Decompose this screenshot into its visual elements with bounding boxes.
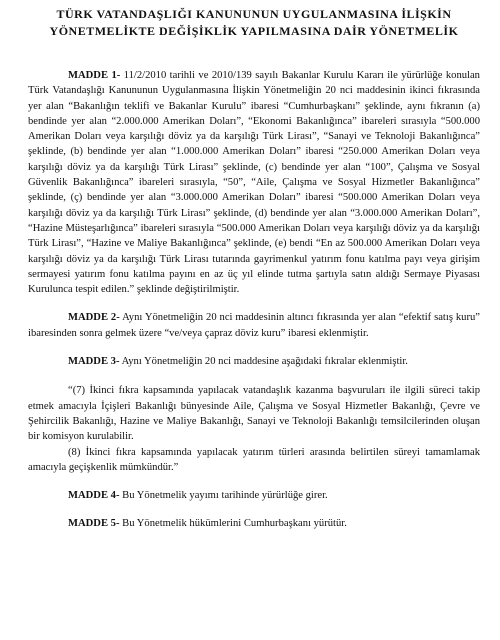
article-2: [28, 310, 480, 341]
paragraph-8: (8) İkinci fıkra kapsamında yapılacak yatırım türleri arasında belirtilen süreyi tamamlamak amacıyla geçişkenlik mümkündür.”: [28, 446, 480, 473]
article-1-label: MADDE 1-: [68, 70, 121, 81]
article-3-text: Aynı Yönetmeliğin 20 nci maddesine aşağıdaki fıkralar eklenmiştir.: [119, 356, 408, 368]
paragraph-7: “(7) İkinci fıkra kapsamında yapılacak vatandaşlık kazanma başvuruları ile ilgili süreci takip etmek amacıyla İçişleri Bakanlığı bünyesinde Aile, Çalışma ve Sosyal Hizmetler Bakanlığı, Çevre ve Şehircilik Bakanlığı, Hazine ve Maliye Bakanlığı, Sanayi ve Teknoloji Bakanlığı temsilcilerinden oluşan bir komisyon kurulabilir.: [28, 385, 480, 443]
article-5: [28, 516, 480, 531]
article-2-text: Aynı Yönetmeliğin 20 nci maddesinin altıncı fıkrasında yer alan “efektif satış kuru” ibaresinden sonra gelmek üzere “ve/veya çapraz döviz kuru” ibaresi eklenmiştir.: [28, 312, 480, 339]
article-2-label: MADDE 2-: [68, 312, 120, 324]
article-1: [28, 68, 480, 297]
article-3: [28, 354, 480, 369]
article-4-text: Bu Yönetmelik yayımı tarihinde yürürlüğe girer.: [119, 490, 328, 502]
article-5-text: Bu Yönetmelik hükümlerini Cumhurbaşkanı yürütür.: [119, 518, 347, 530]
article-4: [28, 488, 480, 503]
title-line-1: TÜRK VATANDAŞLIĞI KANUNUNUN UYGULANMASINA İLİŞKİN: [56, 7, 452, 21]
article-3-label: MADDE 3-: [68, 356, 120, 368]
article-5-label: MADDE 5-: [68, 518, 120, 530]
article-4-label: MADDE 4-: [68, 490, 120, 502]
title-line-2: YÖNETMELİKTE DEĞİŞİKLİK YAPILMASINA DAİR YÖNETMELİK: [49, 24, 459, 38]
document-title: [28, 6, 480, 40]
article-1-text: 11/2/2010 tarihli ve 2010/139 sayılı Bakanlar Kurulu Kararı ile yürürlüğe konulan Türk Vatandaşlığı Kanununun Uygulanmasına İlişkin Yönetmeliğin 20 nci maddesinin ikinci fıkrasında yer alan “Bakanlığın teklifi ve Bakanlar Kurulu” ibaresi “Cumhurbaşkanı” şeklinde, aynı fıkranın (a) bendinde yer alan “2.000.000 Amerikan Doları”, “Ekonomi Bakanlığınca” ibareleri sırasıyla “500.000 Amerikan Doları veya karşılığı döviz ya da karşılığı Türk Lirası”, “Sanayi ve Teknoloji Bakanlığınca” şeklinde, (b) bendinde yer alan “1.000.000 Amerikan Doları” ibaresi “250.000 Amerikan Doları veya karşılığı döviz ya da karşılığı Türk Lirası” şeklinde, (c) bendinde yer alan “100”, Çalışma ve Sosyal Güvenlik Bakanlığınca” ibareleri sırasıyla, “50”, “Aile, Çalışma ve Sosyal Hizmetler Bakanlığınca” şeklinde, (ç) bendinde yer alan “3.000.000 Amerikan Doları” ibaresi “500.000 Amerikan Doları veya karşılığı döviz ya da karşılığı Türk Lirası” şeklinde, (d) bendinde yer alan “3.000.000 Amerikan Doları”, “Hazine Müsteşarlığınca” ibareleri sırasıyla “500.000 Amerikan Doları veya karşılığı döviz ya da karşılığı Türk Lirası”, “Hazine ve Maliye Bakanlığınca” şeklinde, (e) bendi “En az 500.000 Amerikan Doları veya karşılığı döviz ya da karşılığı Türk Lirası tutarında gayrimenkul yatırım fonu katılma payı veya girişim sermayesi yatırım fonu katılma payını en az üç yıl elinde tutma şartıyla satın aldığı Sermaye Piyasası Kurulunca tespit edilen.” şeklinde değiştirilmiştir.: [28, 70, 480, 296]
